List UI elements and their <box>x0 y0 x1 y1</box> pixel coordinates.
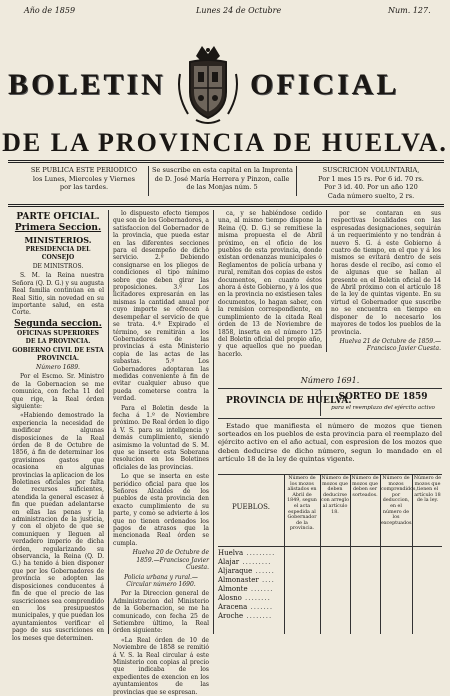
table-cell-pueblo: Aljaraque <box>218 567 253 575</box>
subheader-subscription-place <box>152 166 292 192</box>
subheader-center-line: Se suscribe en esta capital en la Imprenta <box>152 166 293 174</box>
header-issue-number: Num. 127. <box>388 6 431 15</box>
masthead-left-word: BOLETIN <box>8 68 166 101</box>
table-intro <box>218 422 442 470</box>
table-cell-pueblo: Alajar <box>218 558 240 566</box>
table-row <box>218 603 418 612</box>
table-row <box>218 549 418 558</box>
subheader-divider <box>296 166 297 196</box>
column-3 <box>218 210 322 358</box>
column-divider <box>108 210 109 634</box>
table-row <box>218 558 418 567</box>
paragraph: Para el Boletin desde la fecha á 1.º de Noviembre próximo. De Real órden lo digo á V. S. para su inteligencia y demás cumplimiento, siendo asimismo la voluntad de S. M. que se inserte esta Soberana resolucion en los Boletines oficiales de las provincias. <box>113 404 209 471</box>
paragraph: «Habiendo demostrado la experiencia la necesidad de modificar algunas disposiciones de la Real órden de 8 de Octubre de 1856, á fin de determinar los gravisimos gastos que ocasiona en algunas provincias la aplicacion de los Boletines oficiales por falta de recursos suficientes, atendida la general escasez á fin que puedan adelantarse en ellas las penas y la administracion de la justicia, y con el objeto de que se comuniquen y lleguen al verdadero imperio de dicha órden, regularizando su observancia, la Reina (Q. D. G.) ha tenido á bien disponer que por los Gobernadores de provincia se adopten las disposiciones conducentes á fin de que el precio de las suscriciones sea comprendido en los presupuestos municipales, y que puedan los ayuntamientos verificar el pago de sus suscriciones en los meses que determinen. <box>12 412 104 642</box>
subheader-center-line: de D. José María Herrera y Pinzon, calle <box>154 174 290 183</box>
table-cell-pueblo: Alosno <box>218 594 242 602</box>
leader-dots: ....... <box>247 585 274 593</box>
subheader-subscription-prices <box>300 166 442 200</box>
paragraph: Por la Direccion general de Administracion del Ministerio de la Gobernacion, se me ha comunicado, con fecha 25 de Setiembre último, la Real órden siguiente: <box>113 590 209 635</box>
column-divider <box>326 210 327 352</box>
leader-dots: ......... <box>239 558 272 566</box>
masthead-rule <box>8 160 444 163</box>
table-cell-pueblo: Aroche <box>218 612 244 620</box>
subheader-left-line: los Lunes, Miercoles y Viernes <box>32 174 136 183</box>
coat-of-arms-icon <box>176 44 240 126</box>
table-row <box>218 585 418 594</box>
table-cell-pueblo: Almonte <box>218 585 248 593</box>
section-title-ministerios: MINISTERIOS. <box>24 234 92 245</box>
table-rule <box>218 418 442 419</box>
signature: Huelva 20 de Octubre de 1859.—Francisco Javier Cuesta. <box>132 549 209 572</box>
table-row <box>218 612 418 621</box>
section-title-oficinas: OFICINAS SUPERIORES DE LA PROVINCIA. <box>17 330 99 345</box>
table-rule <box>218 546 442 547</box>
paragraph: por se contaran en sus respectivas localidades con las espresadas designaciones, seguirán á un requerimiento y no tendrán á nuevo S. G. á este Gobierno á cuatro de tiempo, en el que y á los mismos se evitará dentro de seis horas desde el recibo, así como el de algunas que se hallan al presente en el Boletin oficial de 14 de Abril próximo con el artículo 18 de la ley de quintas vigente. En su virtud el Gobernador que suscribe no se encuentra en tiempo en disponer de lo necesario los mayores de todos los pueblos de la provincia. <box>331 210 441 336</box>
number-label: Número 1691. <box>300 376 360 385</box>
table-title-province: PROVINCIA DE HUELVA. <box>226 396 352 406</box>
paragraph: Estado que manifiesta el número de mozos que tienen sorteados en los pueblos de esta provincia para el reemplazo del ejército activo en el año actual, con espresion de los mozos que deben deducirse de dicho número, segun lo mandado en el artículo 18 de la ley de quintas vigente. <box>218 422 442 463</box>
subheader-left-line: por las tardes. <box>59 183 109 191</box>
table-header: Número de los mozos alistados en Abril de 1849, segun el acta espedida al Gobernador de la provincia. <box>287 476 317 532</box>
section-title-policia: Policia urbana y rural.—Circular número 1690. <box>124 573 198 588</box>
column-1 <box>12 210 104 642</box>
section-title-primera: Primera Seccion. <box>14 223 102 234</box>
table-cell-pueblo: Huelva <box>218 549 244 557</box>
table-row <box>218 576 418 585</box>
table-header-pueblos: PUEBLOS. <box>232 503 270 511</box>
section-title-parte-oficial: PARTE OFICIAL. <box>16 212 100 222</box>
section-title-ministros: DE MINISTROS. <box>32 263 84 271</box>
quintas-table <box>218 474 442 634</box>
number-label: Número 1689. <box>36 363 80 371</box>
paragraph: «La Real órden de 10 de Noviembre de 1858 se remitió á V. S. la Real circular á este Ministerio con copias al precio que indicaba de los expedientes de exencion en los ayuntamientos de las provincias que se espresan. <box>113 636 209 696</box>
leader-dots: ......... <box>243 549 276 557</box>
column-4 <box>331 210 441 352</box>
table-row <box>218 594 418 603</box>
table-rule <box>218 388 442 389</box>
table-title-divider <box>320 390 321 416</box>
table-title-sorteo: SORTEO DE 1859 <box>338 392 428 402</box>
subheader-left-line: SE PUBLICA ESTE PERIODICO <box>30 166 138 174</box>
table-rule <box>218 474 442 475</box>
leader-dots: .... <box>258 576 275 584</box>
subscription-price-row: Por 3 id. 40. Por un año 120 <box>324 183 418 191</box>
leader-dots: ...... <box>252 567 275 575</box>
column-2 <box>113 210 209 696</box>
subheader-center-line: de las Monjas núm. 5 <box>186 183 258 191</box>
subscription-title: SUSCRICION VOLUNTARIA, <box>322 166 420 174</box>
column-divider <box>213 210 214 634</box>
header-date: Lunes 24 de Octubre <box>196 6 282 15</box>
paragraph: Por el Escmo. Sr. Ministro de la Gobernacion se me comunica, con fecha 11 del que rige, la Real órden siguiente: <box>12 373 104 410</box>
table-header: Número de mozos que deben deducirse con arreglo al artículo 18. <box>321 476 349 515</box>
subscription-price-row: Cada número suelto, 2 rs. <box>327 191 415 200</box>
paragraph: S. M. la Reina nuestra Señora (Q. D. G.) y su augusta Real familia continúan en el Real Sitio, sin novedad en su importante salud, en esta Corte. <box>12 272 104 317</box>
table-cell-pueblo: Almonaster <box>218 576 259 584</box>
signature: Huelva 21 de Octubre de 1859.—Francisco Javier Cuesta. <box>339 337 441 353</box>
table-title-subtitle: para el reemplazo del ejército activo <box>331 405 435 411</box>
subheader-divider <box>148 166 149 196</box>
subheader-publication-info <box>24 166 144 192</box>
paragraph: ca, y se habiéndose cedido una, al mismo tiempo dispone la Reina (Q. D. G.) se remitiese la misma propuesta el de Abril próximo, en el oficio de los pueblos de esta provincia, donde existan ordenanzas municipales ó Reglamentos de policía urbana y rural, remitan dos copias de estos documentos, en cuanto éstos ahora á éste Gobierno, y á los que en la provincia no existiesen tales documentos, lo hagan saber, con la remision correspondiente, en cumplimiento de la citada Real órden de 13 de Noviembre de 1858, inserta en el número 125 del Boletin oficial del propio año, y que aquellos que no puedan hacerlo. <box>218 210 322 358</box>
table-header: Número de mozos que deben ser sorteados. <box>351 476 379 498</box>
table-header: Número de mozos comprendidos, por deduccion, en el número de los exceptuados. <box>381 476 417 526</box>
table-cell-pueblo: Aracena <box>218 603 248 611</box>
table-header: Número de mozos que tienen el artículo 18 de la ley. <box>413 476 442 504</box>
header-year: Año de 1859 <box>24 6 76 15</box>
leader-dots: ........ <box>243 612 273 620</box>
subheader-rule <box>8 204 444 207</box>
paragraph: Lo que se inserta en este periódico oficial para que los Señores Alcaldes de los pueblos de esta provincia den exacto cumplimiento de su parte, y como se advierte á los que no tienen ordenados los pagos de atrasos que la mencionada Real órden se cumpla. <box>113 473 209 547</box>
table-row <box>218 567 418 576</box>
leader-dots: ....... <box>247 603 274 611</box>
section-title-gobierno: GOBIERNO CIVIL DE ESTA PROVINCIA. <box>12 347 104 362</box>
section-title-segunda: Segunda seccion. <box>14 318 102 329</box>
paragraph: lo dispuesto efecto tiempos que son de los Gobernadores, a satisfaccion del Gobernador de la provincia, que pueda estar en las diferentes secciones para el desempeño de dicho servicio. 2.º Debiendo consignarse en los pliegos de condiciones el tipo mínimo sobre que deben girar las proposiciones. 3.º Los licitadores expresarán en las mismas la cantidad anual por cuyo importe se ofrecen á desempeñar el servicio de que se trata. 4.º Expirado el término, se remitirán a los Gobernadores de las provincias á esta Ministerio copia de las actas de las subastas. 5.º Los Gobernadores adoptaran las medidas conveniente á fin de evitar cualquier abuso que pueda cometerse contra la verdad. <box>113 210 209 403</box>
subscription-price-row: Por 1 mes 15 rs. Por 6 id. 70 rs. <box>318 174 424 183</box>
masthead-province: DE LA PROVINCIA DE HUELVA. <box>2 128 448 157</box>
leader-dots: ........ <box>241 594 271 602</box>
masthead-right-word: OFICIAL <box>250 68 400 101</box>
section-title-presidencia: PRESIDENCIA DEL CONSEJO <box>25 246 91 261</box>
